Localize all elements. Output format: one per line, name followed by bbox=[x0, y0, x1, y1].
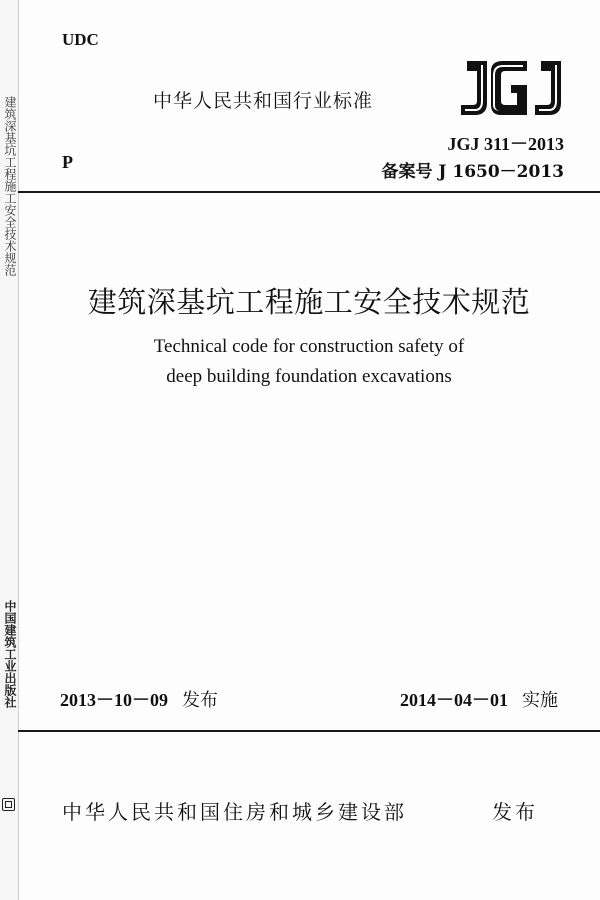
classification-code: P bbox=[62, 152, 73, 172]
implementation-label: 实施 bbox=[522, 690, 558, 711]
issuer-label: 发布 bbox=[492, 800, 538, 824]
record-number: 备案号 J 1650－2013 bbox=[381, 162, 564, 182]
publisher-seal-icon bbox=[2, 798, 15, 811]
title-chinese: 建筑深基坑工程施工安全技术规范 bbox=[87, 285, 531, 319]
implementation-date-block bbox=[400, 686, 558, 712]
issuing-authority: 中华人民共和国住房和城乡建设部 bbox=[62, 800, 407, 824]
spine-title: 建筑深基坑工程施工安全技术规范 bbox=[3, 96, 17, 276]
udc-label: UDC bbox=[62, 30, 99, 49]
title-english-line1: Technical code for construction safety of bbox=[153, 336, 465, 357]
spine-publisher: 中国建筑工业出版社 bbox=[3, 600, 17, 708]
standard-type: 中华人民共和国行业标准 bbox=[153, 90, 374, 112]
title-english-line2: deep building foundation excavations bbox=[166, 366, 452, 387]
footer-divider bbox=[18, 730, 600, 732]
issue-date: 2013－10－09 bbox=[60, 690, 168, 710]
standard-number: JGJ 311－2013 bbox=[447, 134, 564, 154]
jgj-logo-icon bbox=[455, 57, 565, 119]
book-spine bbox=[0, 0, 19, 900]
issue-date-block bbox=[60, 686, 218, 712]
issue-label: 发布 bbox=[182, 690, 218, 711]
implementation-date: 2014－04－01 bbox=[400, 690, 508, 710]
header-divider bbox=[18, 191, 600, 193]
